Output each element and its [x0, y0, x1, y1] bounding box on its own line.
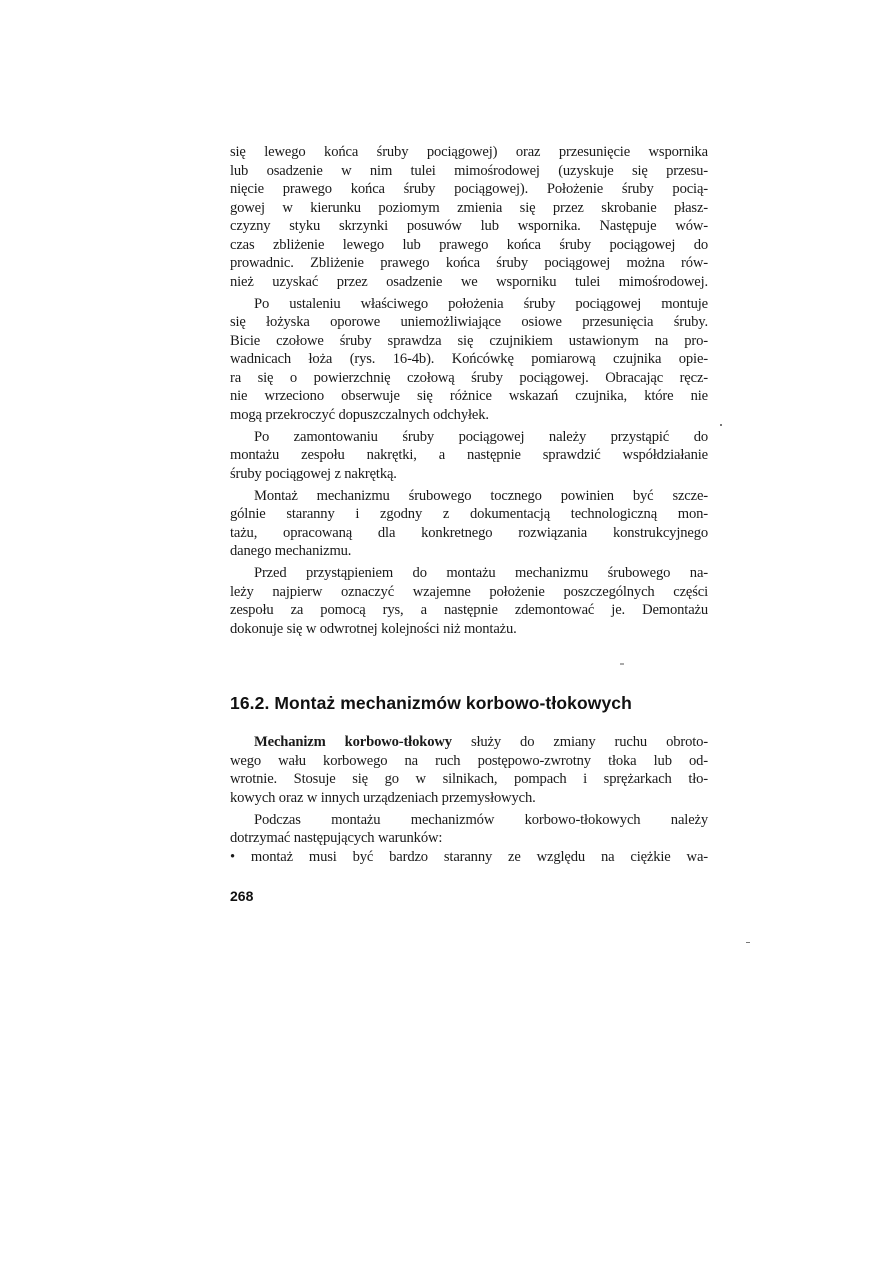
text-line: danego mechanizmu.: [230, 543, 352, 559]
text-line: gólnie staranny i zgodny z dokumentacją technologiczną mon-: [230, 506, 708, 522]
text-line: gowej w kierunku poziomym zmienia się przez skrobanie płasz-: [230, 199, 708, 216]
scan-speck: [720, 424, 722, 426]
text-line: montażu zespołu nakrętki, a następnie sprawdzić współdziałanie: [230, 447, 708, 463]
text-line: kowych oraz w innych urządzeniach przemysłowych.: [230, 789, 536, 806]
text-line: czas zbliżenie lewego lub prawego końca śruby pociągowej do: [230, 236, 708, 253]
text-line: Po ustaleniu właściwego położenia śruby pociągowej montuje: [254, 295, 708, 312]
text-line: wrotnie. Stosuje się go w silnikach, pompach i sprężarkach tło-: [230, 771, 708, 787]
scan-speck: [746, 942, 750, 943]
text-line: się łożyska oporowe uniemożliwiające osiowe przesunięcia śruby.: [230, 314, 708, 330]
text-line: lub osadzenie w nim tulei mimośrodowej (uzyskuje się przesu-: [230, 162, 708, 179]
text-line: się lewego końca śruby pociągowej) oraz przesunięcie wspornika: [230, 144, 708, 160]
text-line: czyzny styku skrzynki posuwów lub wspornika. Następuje wów-: [230, 218, 708, 234]
text-line: mogą przekroczyć dopuszczalnych odchyłek.: [230, 406, 489, 423]
body-text-section-1: [230, 143, 708, 642]
scan-speck: [620, 663, 624, 665]
paragraph: [230, 811, 708, 867]
text-line: Podczas montażu mechanizmów korbowo-tłokowych należy: [254, 811, 708, 828]
section-heading: 16.2. Montaż mechanizmów korbowo-tłokowych: [230, 693, 632, 713]
body-text-section-2: [230, 733, 708, 870]
text-line: wadnicach łoża (rys. 16-4b). Końcówkę pomiarową czujnika opie-: [230, 351, 708, 367]
text-line: nież uzyskać przez osadzenie we wsporniku tulei mimośrodowej.: [230, 273, 708, 290]
text-line: dotrzymać następujących warunków:: [230, 830, 443, 846]
text-line: nie wrzeciono obserwuje się różnice wskazań czujnika, które nie: [230, 388, 708, 404]
text-line: Po zamontowaniu śruby pociągowej należy przystąpić do: [254, 428, 708, 445]
text-run: służy do zmiany ruchu obroto-: [451, 734, 708, 750]
paragraph: [230, 428, 708, 484]
paragraph: [230, 143, 708, 291]
bold-term: Mechanizm korbowo-tłokowy: [254, 734, 452, 750]
text-line: wego wału korbowego na ruch postępowo-zwrotny tłoka lub od-: [230, 752, 708, 769]
text-line: Montaż mechanizmu śrubowego tocznego powinien być szcze-: [254, 487, 708, 504]
text-line: [230, 733, 708, 752]
text-line: nięcie prawego końca śruby pociągowej). Położenie śruby pocią-: [230, 181, 708, 197]
text-line: dokonuje się w odwrotnej kolejności niż montażu.: [230, 620, 517, 637]
paragraph: [230, 295, 708, 425]
paragraph: [230, 487, 708, 561]
text-line: • montaż musi być bardzo staranny ze względu na ciężkie wa-: [230, 848, 708, 865]
page-number: 268: [230, 888, 254, 904]
text-line: tażu, opracowaną dla konkretnego rozwiązania konstrukcyjnego: [230, 524, 708, 541]
text-line: zespołu za pomocą rys, a następnie zdemontować je. Demontażu: [230, 602, 708, 618]
text-line: leży najpierw oznaczyć wzajemne położenie poszczególnych części: [230, 583, 708, 600]
text-line: prowadnic. Zbliżenie prawego końca śruby pociągowej można rów-: [230, 255, 708, 271]
paragraph: [230, 564, 708, 638]
text-line: Bicie czołowe śruby sprawdza się czujnikiem ustawionym na pro-: [230, 332, 708, 349]
text-line: Przed przystąpieniem do montażu mechanizmu śrubowego na-: [254, 565, 708, 581]
text-line: ra się o powierzchnię czołową śruby pociągowej. Obracając ręcz-: [230, 369, 708, 386]
text-line: śruby pociągowej z nakrętką.: [230, 465, 397, 482]
paragraph: [230, 733, 708, 807]
